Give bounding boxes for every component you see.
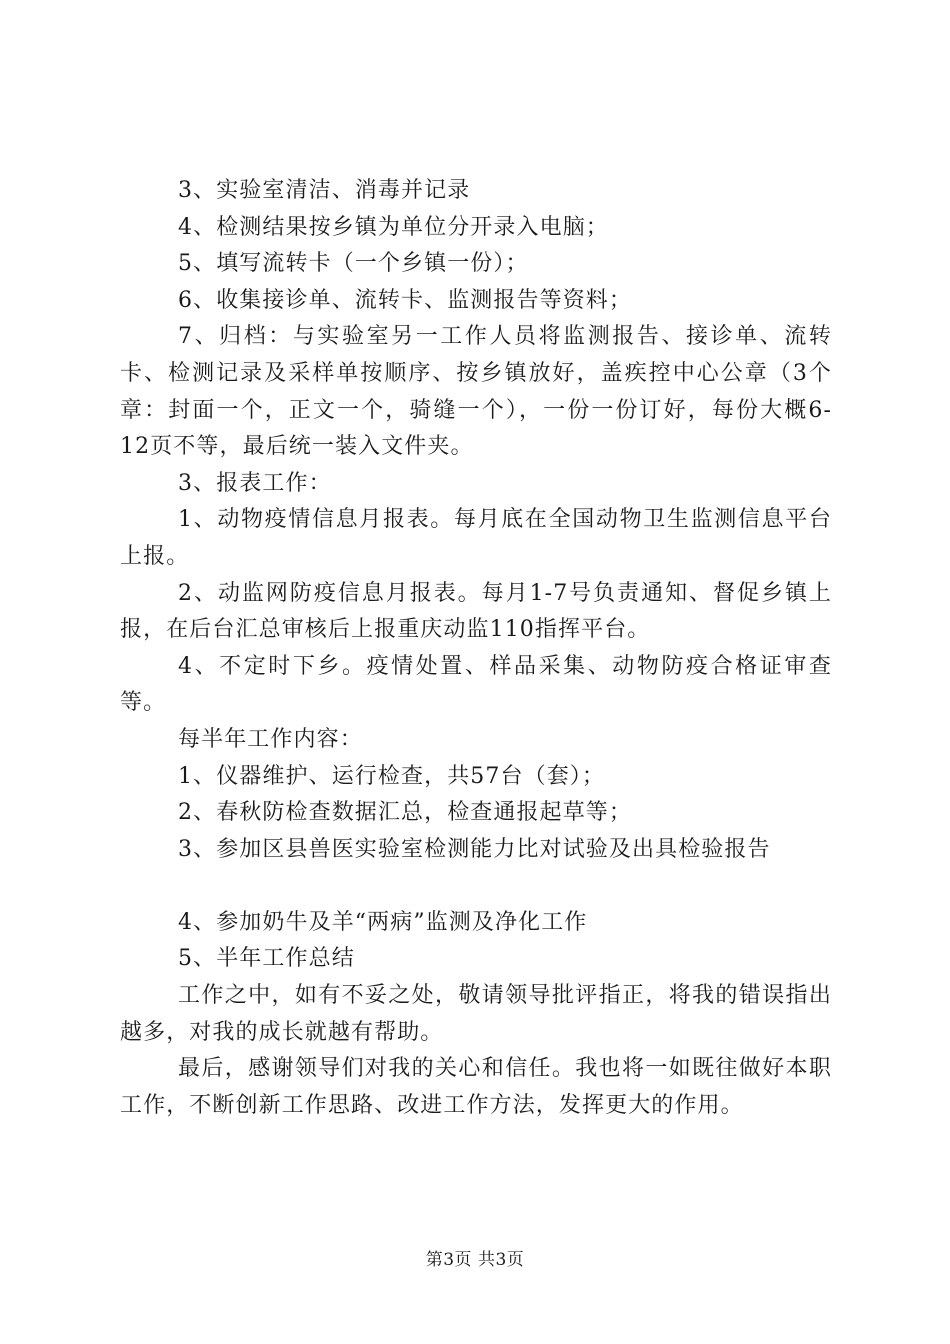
paragraph: 工作之中，如有不妥之处，敬请领导批评指正，将我的错误指出越多，对我的成长就越有帮助。	[120, 983, 832, 1045]
paragraph: 4、参加奶牛及羊“两病”监测及净化工作	[178, 909, 588, 935]
paragraph: 3、报表工作：	[178, 470, 332, 496]
paragraph: 7、归档：与实验室另一工作人员将监测报告、接诊单、流转卡、检测记录及采样单按顺序、按乡镇放好，盖疾控中心公章（3个章：封面一个，正文一个，骑缝一个），一份一份订好，每份大概6-12页不等，最后统一装入文件夹。	[120, 324, 832, 460]
paragraph: 2、春秋防检查数据汇总，检查通报起草等；	[178, 800, 632, 826]
paragraph: 3、参加区县兽医实验室检测能力比对试验及出具检验报告	[178, 836, 771, 862]
paragraph: 3、实验室清洁、消毒并记录	[178, 178, 471, 203]
paragraph: 1、动物疫情信息月报表。每月底在全国动物卫生监测信息平台上报。	[120, 507, 832, 569]
paragraph: 2、动监网防疫信息月报表。每月1-7号负责通知、督促乡镇上报，在后台汇总审核后上报重庆动监110指挥平台。	[120, 580, 832, 643]
paragraph: 5、填写流转卡（一个乡镇一份）；	[178, 251, 529, 277]
paragraph: 4、检测结果按乡镇为单位分开录入电脑；	[178, 214, 609, 240]
paragraph: 1、仪器维护、运行检查，共57台（套）；	[178, 763, 605, 789]
blank-line	[120, 868, 832, 905]
paragraph: 6、收集接诊单、流转卡、监测报告等资料；	[178, 287, 632, 313]
paragraph: 最后，感谢领导们对我的关心和信任。我也将一如既往做好本职工作，不断创新工作思路、改进工作方法，发挥更大的作用。	[120, 1056, 832, 1118]
paragraph: 每半年工作内容：	[178, 726, 363, 752]
page-footer: 第3页 共3页	[425, 1250, 525, 1270]
document-body	[120, 173, 832, 1124]
paragraph: 4、不定时下乡。疫情处置、样品采集、动物防疫合格证审查等。	[120, 653, 832, 716]
paragraph: 5、半年工作总结	[178, 946, 355, 972]
